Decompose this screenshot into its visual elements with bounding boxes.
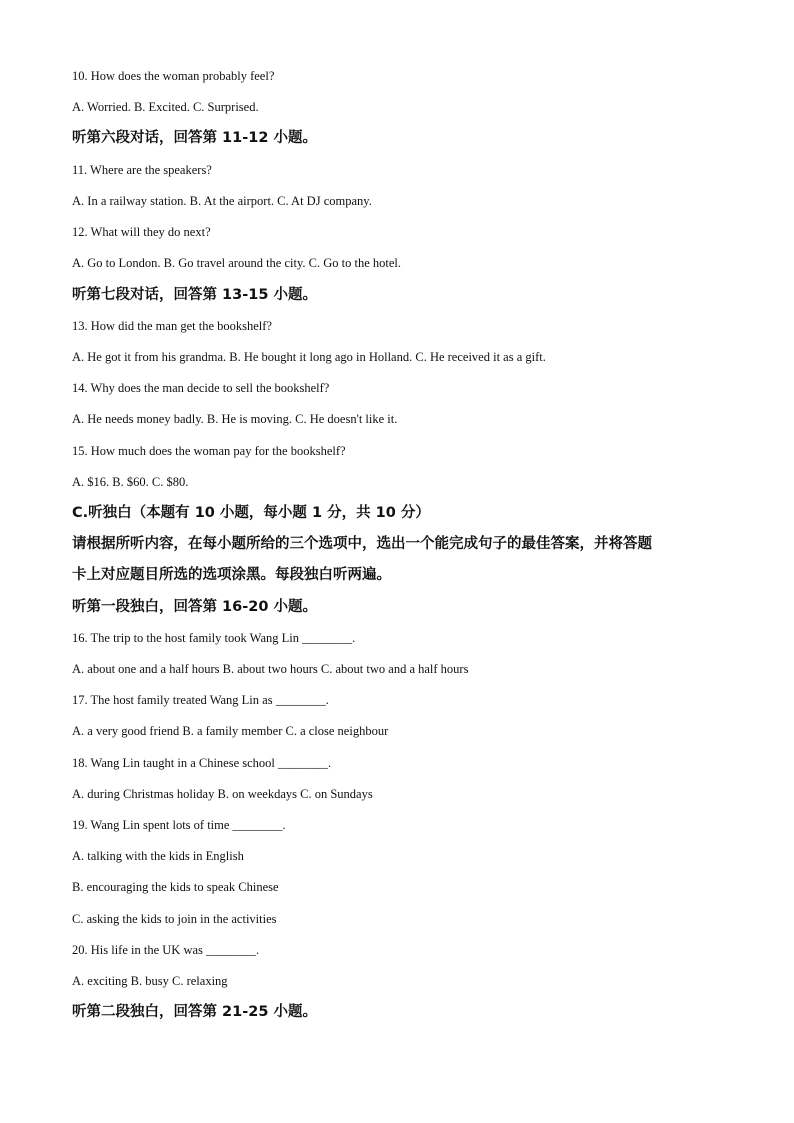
section-c-heading: C.听独白（本题有 10 小题，每小题 1 分，共 10 分） [72,505,430,521]
options-17: A. a very good friend B. a family member C. a close neighbour [72,724,389,738]
options-16: A. about one and a half hours B. about two hours C. about two and a half hours [72,662,469,676]
section-heading-6: 听第六段对话，回答第 11-12 小题。 [72,130,317,146]
section-heading-7: 听第七段对话，回答第 13-15 小题。 [72,287,317,303]
question-15: 15. How much does the woman pay for the bookshelf? [72,444,346,458]
options-11: A. In a railway station. B. At the airport. C. At DJ company. [72,194,372,208]
option-19-b: B. encouraging the kids to speak Chinese [72,880,279,894]
option-19-a: A. talking with the kids in English [72,849,244,863]
question-11: 11. Where are the speakers? [72,163,212,177]
options-18: A. during Christmas holiday B. on weekdays C. on Sundays [72,787,373,801]
question-10: 10. How does the woman probably feel? [72,69,275,83]
options-15: A. $16. B. $60. C. $80. [72,475,189,489]
question-12: 12. What will they do next? [72,225,211,239]
options-20: A. exciting B. busy C. relaxing [72,974,228,988]
question-18: 18. Wang Lin taught in a Chinese school ________. [72,756,332,770]
question-14: 14. Why does the man decide to sell the bookshelf? [72,381,330,395]
monologue-heading-1: 听第一段独白，回答第 16-20 小题。 [72,599,317,615]
option-19-c: C. asking the kids to join in the activities [72,912,277,926]
options-13: A. He got it from his grandma. B. He bought it long ago in Holland. C. He received it as a gift. [72,350,546,364]
question-20: 20. His life in the UK was ________. [72,943,260,957]
question-17: 17. The host family treated Wang Lin as ________. [72,693,329,707]
question-13: 13. How did the man get the bookshelf? [72,319,272,333]
options-10: A. Worried. B. Excited. C. Surprised. [72,100,259,114]
question-19: 19. Wang Lin spent lots of time ________. [72,818,286,832]
monologue-heading-2: 听第二段独白，回答第 21-25 小题。 [72,1004,317,1020]
instructions-line-2: 卡上对应题目所选的选项涂黑。每段独白听两遍。 [72,567,391,583]
question-16: 16. The trip to the host family took Wang Lin ________. [72,631,356,645]
options-14: A. He needs money badly. B. He is moving. C. He doesn't like it. [72,412,398,426]
options-12: A. Go to London. B. Go travel around the city. C. Go to the hotel. [72,256,401,270]
instructions-line-1: 请根据所听内容，在每小题所给的三个选项中，选出一个能完成句子的最佳答案，并将答题 [72,536,652,552]
